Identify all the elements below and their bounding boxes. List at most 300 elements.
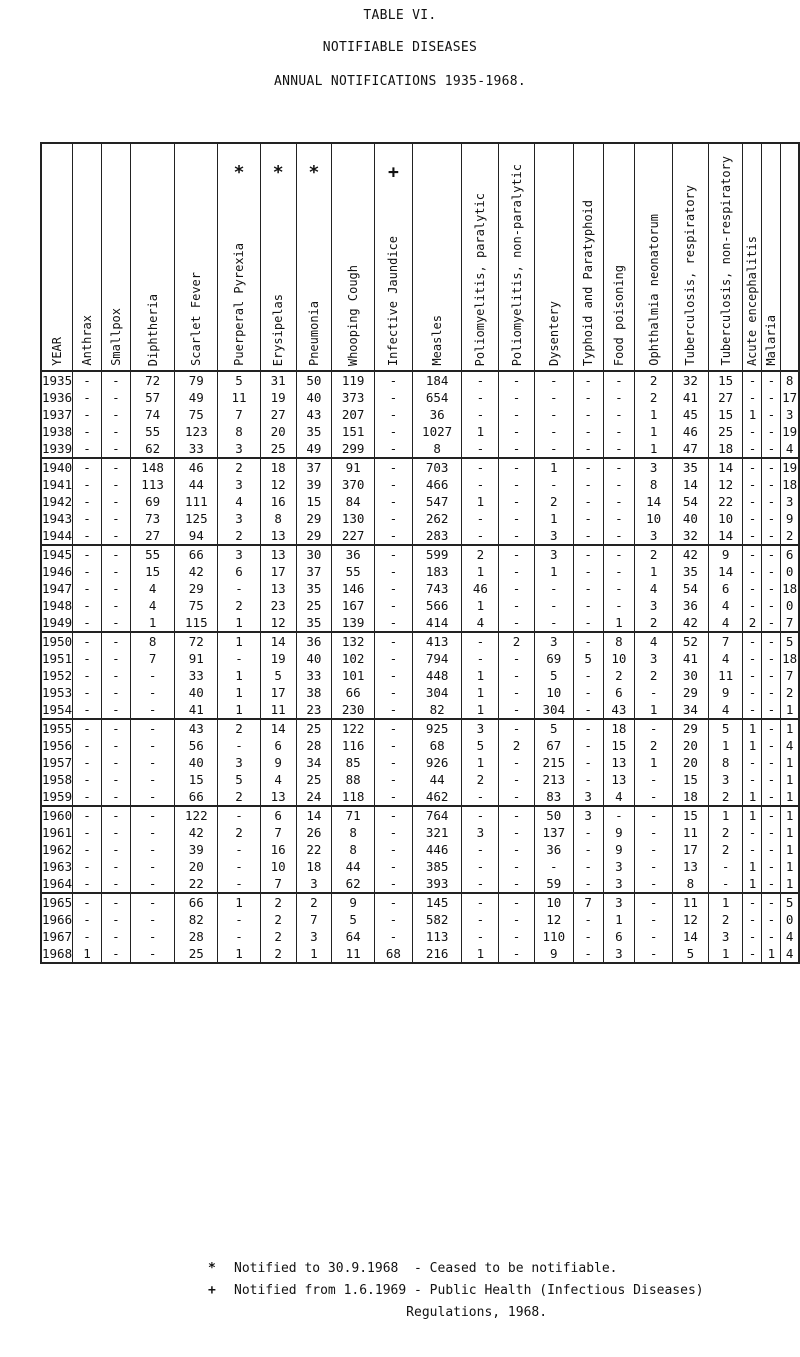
value-cells	[130, 719, 175, 806]
value-cells	[218, 632, 261, 719]
table-cell: -	[389, 373, 398, 388]
year-cell: 1968	[42, 946, 73, 961]
table-cell: 2	[512, 738, 521, 753]
table-cell: 28	[306, 738, 322, 753]
table-cell: -	[767, 407, 776, 422]
footnote	[208, 1280, 704, 1302]
column-header	[375, 143, 413, 371]
column-header	[573, 143, 603, 371]
value-cells	[260, 458, 296, 545]
table-cell: 1	[615, 912, 623, 927]
value-cells	[534, 632, 573, 719]
column-label: Diphtheria	[145, 293, 160, 366]
table-cell: 44	[429, 772, 445, 787]
table-cell: 9	[615, 825, 623, 840]
value-cells	[708, 458, 743, 545]
value-cells	[296, 806, 332, 893]
table-cell: 12	[682, 912, 698, 927]
value-cells	[332, 632, 375, 719]
year-cell: 1957	[42, 755, 73, 770]
table-cell: -	[148, 859, 157, 874]
value-cells	[635, 893, 673, 963]
table-cell: 9	[615, 842, 623, 857]
table-cell: -	[148, 738, 157, 753]
table-cell: 14	[682, 477, 698, 492]
table-cell: 2	[274, 912, 282, 927]
table-cell: 2	[721, 912, 730, 927]
table-cell: 37	[306, 460, 322, 475]
table-cell: 42	[682, 615, 698, 630]
table-cell: -	[584, 598, 592, 613]
year-cells	[41, 632, 73, 719]
year-cell: 1954	[42, 702, 73, 717]
table-cell: -	[767, 528, 776, 543]
table-cell: 1	[649, 424, 658, 439]
value-cells	[375, 893, 413, 963]
table-cell: -	[512, 842, 521, 857]
table-cell: -	[748, 477, 757, 492]
table-cell: -	[83, 738, 91, 753]
year-group	[41, 893, 799, 963]
table-cell: 82	[188, 912, 204, 927]
table-cell: -	[584, 407, 592, 422]
table-cell: 1	[748, 721, 757, 736]
table-cell: -	[748, 634, 757, 649]
table-cell: 30	[306, 547, 322, 562]
table-cell: 1	[785, 772, 794, 787]
year-cell: 1960	[42, 808, 73, 823]
table-cell: 4	[785, 441, 794, 456]
table-cell: -	[389, 808, 398, 823]
table-cell: -	[767, 581, 776, 596]
table-cell: 3	[785, 407, 794, 422]
table-cell: -	[83, 808, 91, 823]
table-cell: 1	[235, 685, 243, 700]
table-cell: 122	[185, 808, 208, 823]
table-cell: -	[748, 946, 757, 961]
table-cell: 4	[721, 702, 730, 717]
year-group	[41, 458, 799, 545]
table-cell: -	[512, 407, 521, 422]
table-cell: 1	[748, 876, 757, 891]
table-cell: 1	[748, 407, 757, 422]
table-cell: 1	[785, 825, 794, 840]
table-cell: -	[512, 494, 521, 509]
table-cell: 46	[188, 460, 204, 475]
table-cell: 2	[615, 668, 623, 683]
value-cells	[743, 458, 762, 545]
table-cell: -	[550, 424, 558, 439]
table-cell: -	[615, 390, 623, 405]
table-cell: 3	[235, 547, 243, 562]
table-cell: -	[649, 912, 658, 927]
column-label: YEAR	[50, 337, 65, 366]
table-cell: -	[389, 615, 398, 630]
value-cells	[781, 371, 799, 458]
table-cell: -	[584, 373, 592, 388]
value-cells	[781, 893, 799, 963]
table-cell: 1027	[422, 424, 453, 439]
asterisk-icon: *	[308, 162, 320, 183]
table-cell: -	[512, 615, 521, 630]
table-cell: 1	[649, 564, 658, 579]
value-cells	[762, 806, 781, 893]
table-cell: -	[389, 528, 398, 543]
table-cell: -	[584, 859, 592, 874]
table-cell: -	[584, 772, 592, 787]
table-cell: 14	[718, 564, 734, 579]
table-cell: 2	[785, 685, 794, 700]
table-cell: -	[476, 912, 485, 927]
table-cell: 9	[349, 895, 357, 910]
table-cell: -	[767, 789, 776, 804]
table-cell: 8	[649, 477, 658, 492]
value-cells	[412, 458, 462, 545]
table-cell: 71	[345, 808, 361, 823]
table-cell: 6	[721, 581, 730, 596]
value-cells	[573, 545, 603, 632]
value-cells	[101, 806, 130, 893]
table-cell: 3	[721, 929, 730, 944]
column-label: Dysentery	[546, 300, 561, 366]
table-cell: 44	[345, 859, 361, 874]
table-cell: -	[767, 460, 776, 475]
table-cell: 8	[721, 755, 730, 770]
table-cell: -	[767, 441, 776, 456]
table-cell: -	[235, 738, 243, 753]
value-cells	[130, 458, 175, 545]
value-cells	[462, 458, 499, 545]
table-cell: 28	[188, 929, 204, 944]
column-label: Malaria	[764, 315, 779, 366]
table-cell: 119	[341, 373, 365, 388]
table-cell: 40	[188, 755, 204, 770]
table-cell: 20	[270, 424, 286, 439]
table-cell: -	[748, 825, 757, 840]
table-cell: -	[584, 581, 592, 596]
value-cells	[603, 458, 635, 545]
table-cell: -	[112, 373, 120, 388]
year-cell: 1964	[42, 876, 73, 891]
table-cell: -	[512, 598, 521, 613]
table-cell: 14	[646, 494, 662, 509]
table-cell: 36	[345, 547, 361, 562]
table-cell: 599	[425, 547, 449, 562]
table-cell: -	[112, 634, 120, 649]
table-cell: 25	[718, 424, 734, 439]
table-cell: 14	[306, 808, 322, 823]
table-cell: 35	[306, 424, 322, 439]
value-cells	[332, 806, 375, 893]
table-cell: 41	[188, 702, 204, 717]
table-cell: 8	[615, 634, 623, 649]
table-cell: 145	[425, 895, 449, 910]
table-cell: -	[83, 651, 91, 666]
table-cell: 5	[476, 738, 485, 753]
table-cell: 304	[425, 685, 449, 700]
table-cell: -	[748, 668, 757, 683]
table-cell: 10	[718, 511, 734, 526]
column-header	[218, 143, 261, 371]
table-cell: 5	[550, 668, 558, 683]
table-cell: 2	[550, 494, 558, 509]
table-cell: 3	[550, 528, 558, 543]
table-cell: 62	[345, 876, 361, 891]
table-cell: 6	[274, 808, 282, 823]
table-cell: -	[649, 685, 658, 700]
table-cell: -	[83, 511, 91, 526]
table-cell: 1	[148, 615, 157, 630]
value-cells	[218, 545, 261, 632]
table-cell: 743	[425, 581, 449, 596]
value-cells	[781, 806, 799, 893]
table-cell: -	[615, 441, 623, 456]
table-cell: -	[112, 651, 120, 666]
table-cell: -	[512, 755, 521, 770]
table-cell: 5	[235, 772, 243, 787]
value-cells	[603, 719, 635, 806]
table-cell: -	[389, 460, 398, 475]
table-cell: 1	[721, 808, 730, 823]
table-cell: 2	[649, 547, 658, 562]
table-cell: 45	[682, 407, 698, 422]
table-cell: 2	[235, 598, 243, 613]
table-cell: -	[584, 634, 592, 649]
table-cell: -	[83, 598, 91, 613]
table-cell: -	[748, 651, 757, 666]
table-cell: 4	[649, 581, 658, 596]
table-cell: 22	[306, 842, 322, 857]
table-cell: 794	[425, 651, 449, 666]
table-cell: 73	[145, 511, 161, 526]
table-cell: -	[389, 912, 398, 927]
table-cell: -	[112, 441, 120, 456]
table-cell: -	[83, 685, 91, 700]
table-cell: 764	[425, 808, 449, 823]
table-cell: 38	[306, 685, 322, 700]
table-cell: -	[649, 772, 658, 787]
table-cell: 44	[188, 477, 204, 492]
table-cell: 102	[341, 651, 365, 666]
table-cell: 59	[546, 876, 562, 891]
table-cell: -	[148, 946, 157, 961]
table-cell: -	[512, 895, 521, 910]
table-cell: 2	[310, 895, 318, 910]
table-cell: -	[112, 564, 120, 579]
table-cell: 207	[341, 407, 365, 422]
value-cells	[332, 545, 375, 632]
table-cell: -	[112, 808, 120, 823]
value-cells	[218, 371, 261, 458]
value-cells	[635, 719, 673, 806]
table-cell: -	[767, 477, 776, 492]
table-cell: -	[389, 702, 398, 717]
table-cell: 72	[145, 373, 161, 388]
table-cell: 4	[649, 634, 658, 649]
table-cell: -	[721, 876, 730, 891]
table-cell: -	[83, 789, 91, 804]
table-cell: 385	[425, 859, 449, 874]
table-cell: -	[767, 772, 776, 787]
table-cell: -	[748, 929, 757, 944]
year-group	[41, 545, 799, 632]
table-cell: -	[83, 564, 91, 579]
table-cell: 0	[785, 912, 794, 927]
year-cells	[41, 806, 73, 893]
table-cell: -	[112, 547, 120, 562]
table-cell: -	[83, 634, 91, 649]
table-cell: 30	[682, 668, 698, 683]
value-cells	[673, 545, 709, 632]
table-cell: -	[615, 407, 623, 422]
table-cell: 703	[425, 460, 449, 475]
year-cell: 1944	[42, 528, 73, 543]
value-cells	[175, 545, 218, 632]
table-cell: 10	[546, 685, 562, 700]
table-cell: 35	[682, 564, 698, 579]
value-cells	[73, 545, 102, 632]
table-cell: -	[748, 424, 757, 439]
table-cell: 33	[188, 441, 204, 456]
table-cell: 2	[649, 390, 658, 405]
table-cell: 13	[270, 789, 286, 804]
table-cell: 3	[615, 859, 623, 874]
table-cell: -	[649, 789, 658, 804]
table-cell: -	[615, 424, 623, 439]
table-cell: -	[389, 651, 398, 666]
table-cell: 19	[782, 460, 798, 475]
table-cell: 74	[145, 407, 161, 422]
year-cells	[41, 893, 73, 963]
table-cell: -	[476, 441, 485, 456]
table-cell: 125	[185, 511, 208, 526]
table-cell: 213	[542, 772, 566, 787]
column-label: Smallpox	[108, 308, 123, 366]
table-cell: 91	[345, 460, 361, 475]
table-cell: 12	[270, 477, 286, 492]
table-cell: 370	[341, 477, 365, 492]
table-cell: 925	[425, 721, 449, 736]
table-cell: -	[148, 789, 157, 804]
table-cell: 2	[649, 738, 658, 753]
table-cell: -	[83, 460, 91, 475]
table-cell: 55	[145, 424, 161, 439]
table-cell: -	[112, 912, 120, 927]
table-cell: 3	[649, 528, 658, 543]
value-cells	[499, 371, 535, 458]
table-cell: 3	[721, 772, 730, 787]
column-header	[332, 143, 375, 371]
table-cell: -	[584, 946, 592, 961]
table-cell: 25	[270, 441, 286, 456]
table-cell: 35	[306, 581, 322, 596]
table-cell: 25	[306, 721, 322, 736]
value-cells	[781, 632, 799, 719]
value-cells	[673, 893, 709, 963]
table-cell: 132	[341, 634, 365, 649]
table-cell: 110	[542, 929, 566, 944]
table-cell: 6	[615, 929, 623, 944]
value-cells	[296, 632, 332, 719]
table-cell: 42	[188, 825, 204, 840]
table-cell: -	[476, 789, 485, 804]
year-group	[41, 806, 799, 893]
value-cells	[73, 806, 102, 893]
table-cell: -	[512, 702, 521, 717]
table-cell: -	[512, 789, 521, 804]
table-cell: 20	[188, 859, 204, 874]
table-cell: -	[649, 825, 658, 840]
value-cells	[743, 806, 762, 893]
value-cells	[130, 545, 175, 632]
table-cell: 2	[748, 615, 757, 630]
table-cell: -	[389, 511, 398, 526]
table-cell: 1	[785, 876, 794, 891]
table-cell: 84	[345, 494, 361, 509]
value-cells	[260, 719, 296, 806]
table-cell: 15	[718, 407, 734, 422]
table-cell: -	[767, 615, 776, 630]
table-cell: -	[235, 808, 243, 823]
year-cell: 1959	[42, 789, 73, 804]
table-cell: 66	[188, 547, 204, 562]
value-cells	[743, 632, 762, 719]
table-cell: 46	[472, 581, 488, 596]
value-cells	[296, 458, 332, 545]
table-cell: 5	[721, 721, 730, 736]
table-cell: 12	[718, 477, 734, 492]
table-cell: -	[615, 598, 623, 613]
table-cell: -	[767, 547, 776, 562]
column-label: Poliomyelitis, non-paralytic	[509, 163, 524, 366]
column-header	[534, 143, 573, 371]
table-cell: 3	[550, 634, 558, 649]
table-cell: -	[112, 407, 120, 422]
table-cell: 1	[649, 755, 658, 770]
table-cell: 2	[785, 528, 794, 543]
table-cell: -	[389, 634, 398, 649]
table-cell: -	[389, 789, 398, 804]
table-cell: -	[512, 929, 521, 944]
table-cell: 3	[235, 755, 243, 770]
table-cell: 167	[341, 598, 365, 613]
table-cell: 5	[686, 946, 695, 961]
table-cell: 36	[546, 842, 562, 857]
table-cell: 18	[782, 477, 798, 492]
table-cell: -	[550, 407, 558, 422]
table-cell: 2	[649, 615, 658, 630]
table-cell: -	[476, 460, 485, 475]
table-cell: 17	[782, 390, 798, 405]
table-cell: -	[550, 615, 558, 630]
value-cells	[603, 371, 635, 458]
table-cell: -	[148, 702, 157, 717]
table-cell: 2	[649, 668, 658, 683]
column-label: Typhoid and Paratyphoid	[581, 199, 596, 366]
value-cells	[73, 893, 102, 963]
column-header	[41, 143, 73, 371]
value-cells	[635, 371, 673, 458]
table-cell: 82	[429, 702, 445, 717]
year-cell: 1951	[42, 651, 73, 666]
table-cell: 18	[782, 581, 798, 596]
table-cell: 413	[425, 634, 449, 649]
value-cells	[673, 719, 709, 806]
table-cell: -	[83, 424, 91, 439]
value-cells	[412, 371, 462, 458]
table-cell: -	[584, 460, 592, 475]
table-cell: 49	[306, 441, 322, 456]
